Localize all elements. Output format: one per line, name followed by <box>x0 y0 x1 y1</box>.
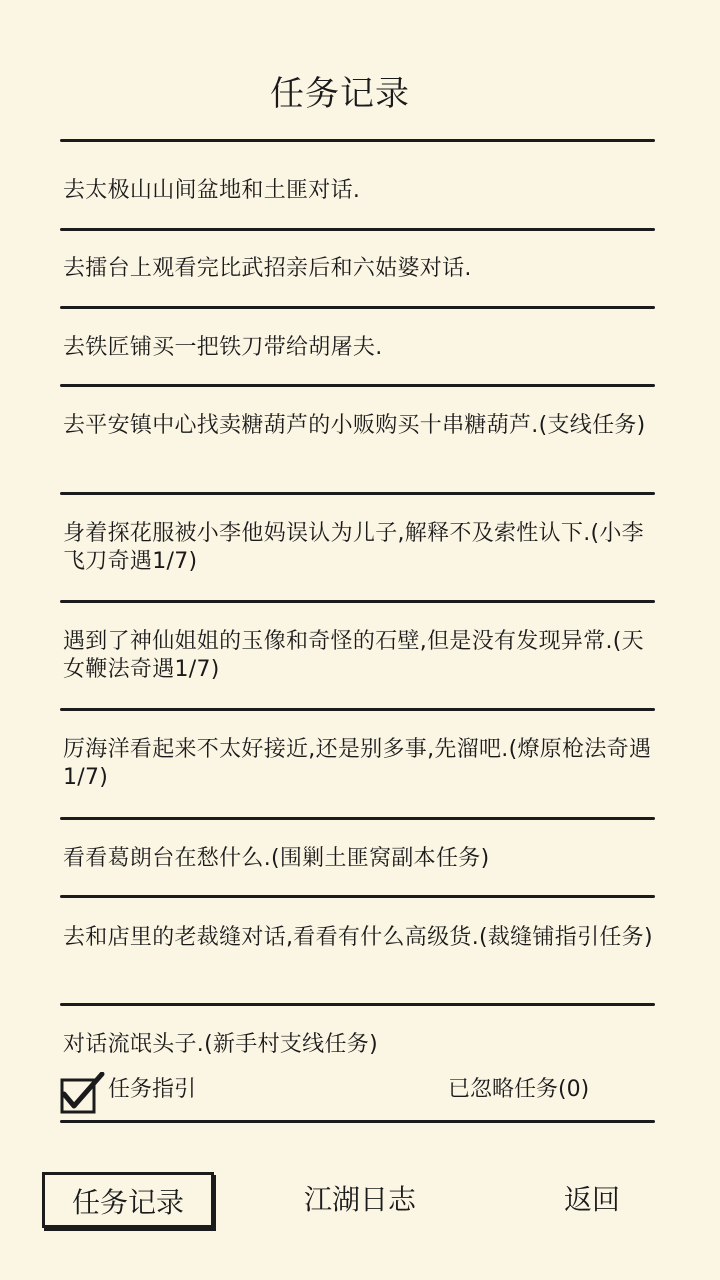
quest-item[interactable]: 厉海洋看起来不太好接近,还是别多事,先溜吧.(燎原枪法奇遇1/7) <box>63 737 652 790</box>
quest-item[interactable]: 遇到了神仙姐姐的玉像和奇怪的石壁,但是没有发现异常.(天女鞭法奇遇1/7) <box>63 629 644 682</box>
tab-quest-log[interactable]: 任务记录 <box>42 1172 214 1228</box>
ignored-quests-button[interactable]: 已忽略任务(0) <box>448 1077 590 1102</box>
quest-guide-label: 任务指引 <box>108 1077 197 1102</box>
tab-jianghu-journal[interactable]: 江湖日志 <box>303 1183 416 1216</box>
divider <box>60 384 655 387</box>
divider <box>60 306 655 309</box>
checkmark-icon <box>60 1072 106 1114</box>
divider <box>60 139 655 142</box>
divider <box>60 600 655 603</box>
divider <box>60 1120 655 1123</box>
divider <box>60 228 655 231</box>
back-button[interactable]: 返回 <box>563 1183 620 1216</box>
divider <box>60 708 655 711</box>
quest-item[interactable]: 去擂台上观看完比武招亲后和六姑婆对话. <box>63 256 472 281</box>
quest-item[interactable]: 去和店里的老裁缝对话,看看有什么高级货.(裁缝铺指引任务) <box>63 925 653 950</box>
quest-item[interactable]: 去铁匠铺买一把铁刀带给胡屠夫. <box>63 335 383 360</box>
divider <box>60 817 655 820</box>
divider <box>60 1003 655 1006</box>
quest-item[interactable]: 去太极山山间盆地和土匪对话. <box>63 178 361 203</box>
quest-item[interactable]: 看看葛朗台在愁什么.(围剿土匪窝副本任务) <box>63 846 490 871</box>
quest-item[interactable]: 对话流氓头子.(新手村支线任务) <box>63 1032 378 1057</box>
page-title: 任务记录 <box>270 74 410 114</box>
divider <box>60 492 655 495</box>
divider <box>60 895 655 898</box>
quest-guide-checkbox[interactable] <box>60 1072 94 1106</box>
quest-item[interactable]: 身着探花服被小李他妈误认为儿子,解释不及索性认下.(小李飞刀奇遇1/7) <box>63 521 644 574</box>
quest-item[interactable]: 去平安镇中心找卖糖葫芦的小贩购买十串糖葫芦.(支线任务) <box>63 413 646 438</box>
